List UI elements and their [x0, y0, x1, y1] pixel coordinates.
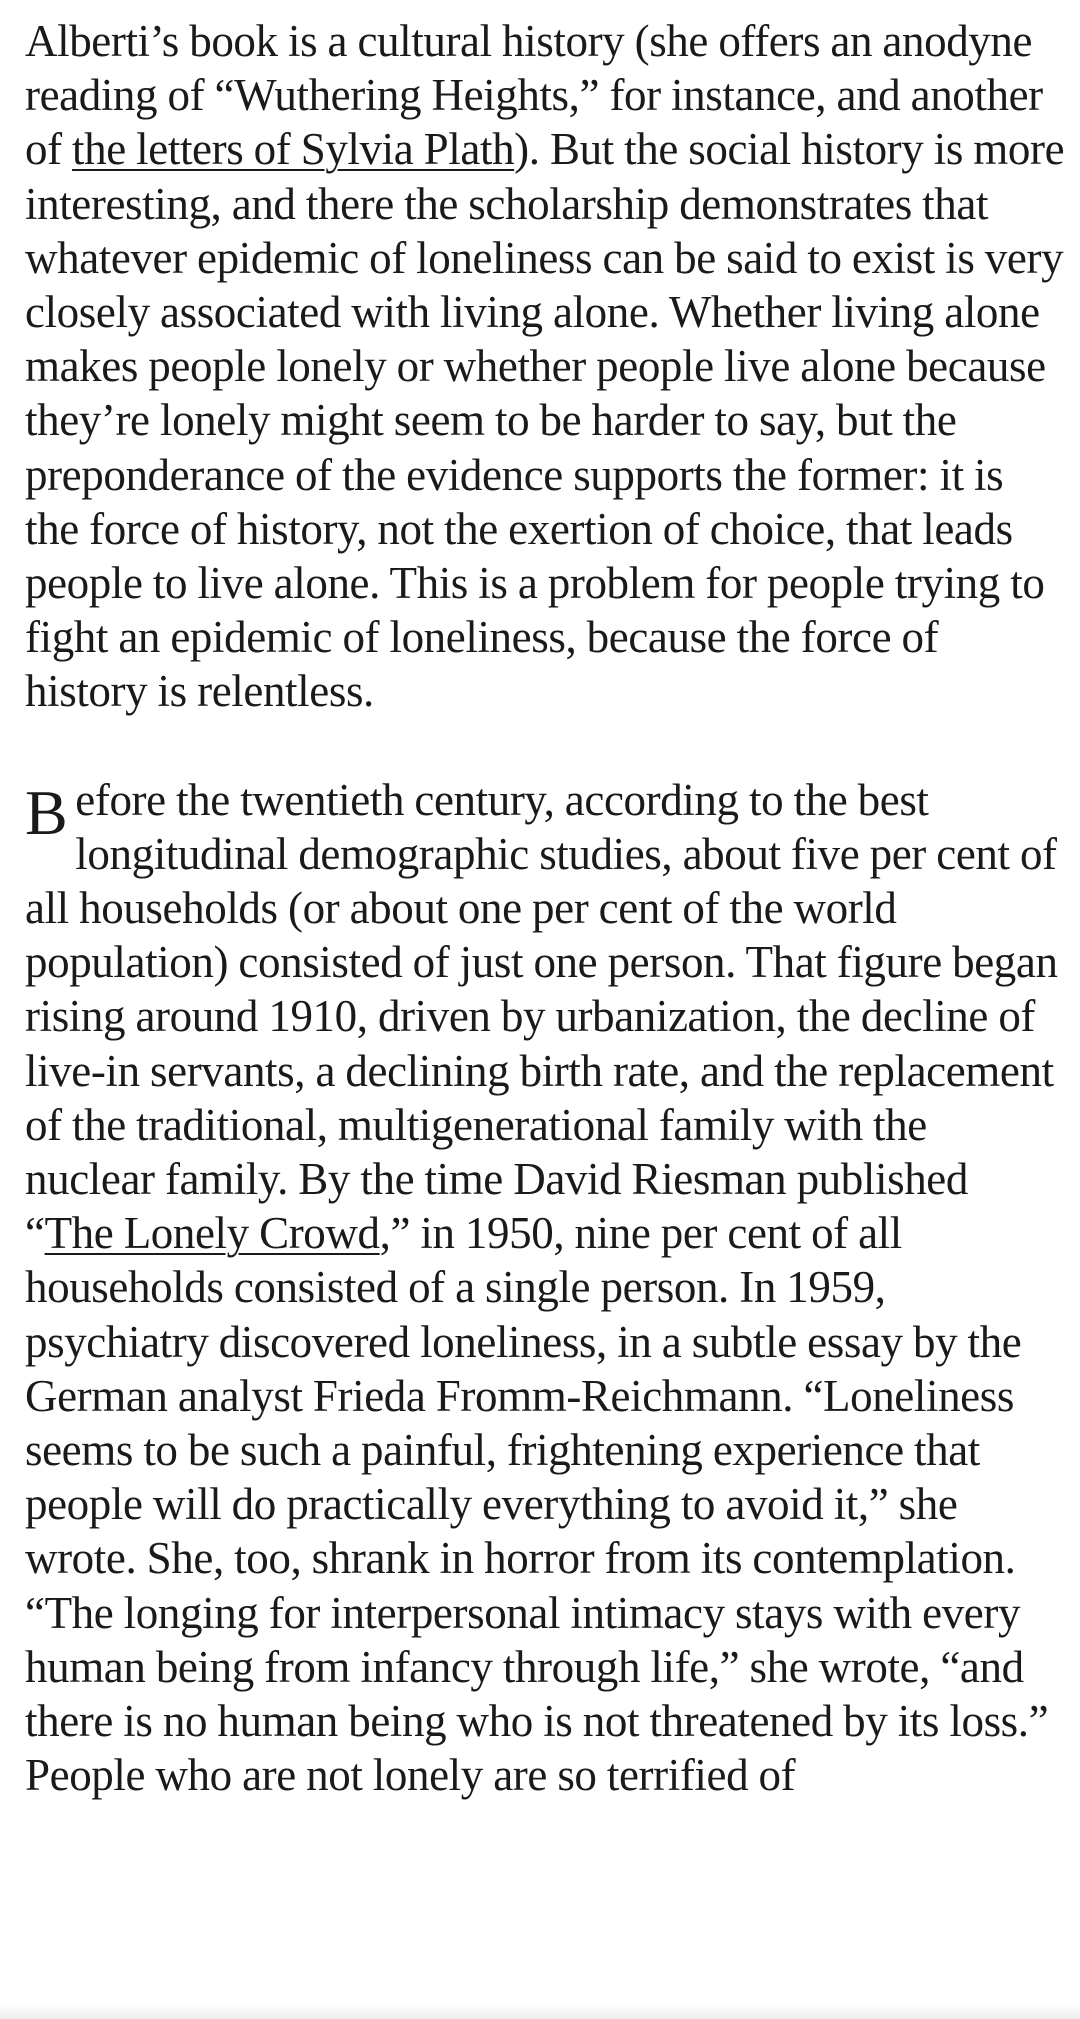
paragraph-twentieth-century: [25, 773, 1065, 1803]
paragraph-text: efore the twentieth century, according to the best longitudinal demographic studies, about five per cent of all households (or about one per cent of the world population) consisted of just one person. That figure began rising around 1910, driven by urbanization, the decline of live-in servants, a declining birth rate, and the replacement of the traditional, multigenerational family with the nuclear family. By the time David Riesman published “: [25, 774, 1058, 1259]
bottom-bar-edge: [0, 2005, 1080, 2019]
paragraph-text: ). But the social history is more interesting, and there the scholarship demonstrates that whatever epidemic of loneliness can be said to exist is very closely associated with living alone. Whether living alone makes people lonely or whether people live alone because they’re lonely might seem to be harder to say, but the preponderance of the evidence supports the former: it is the force of history, not the exertion of choice, that leads people to live alone. This is a problem for people trying to fight an epidemic of loneliness, because the force of history is relentless.: [25, 124, 1065, 717]
drop-cap: B: [25, 776, 68, 848]
link-letters-of-sylvia-plath[interactable]: the letters of Sylvia Plath: [72, 124, 515, 175]
paragraph-text: Alberti’s book is a cultural history (she offers an anodyne reading of “Wuthering Heights,” for instance, and another of: [25, 16, 1043, 175]
article-body: [25, 14, 1065, 1803]
link-the-lonely-crowd[interactable]: The Lonely Crowd: [44, 1208, 380, 1259]
paragraph-alberti: [25, 14, 1065, 719]
paragraph-text: ,” in 1950, nine per cent of all households consisted of a single person. In 1959, psychiatry discovered loneliness, in a subtle essay by the German analyst Frieda Fromm-Reichmann. “Loneliness seems to be such a painful, frightening experience that people will do practically everything to avoid it,” she wrote. She, too, shrank in horror from its contemplation. “The longing for interpersonal intimacy stays with every human being from infancy through life,” she wrote, “and there is no human being who is not threatened by its loss.” People who are not lonely are so terrified of: [25, 1208, 1049, 1801]
